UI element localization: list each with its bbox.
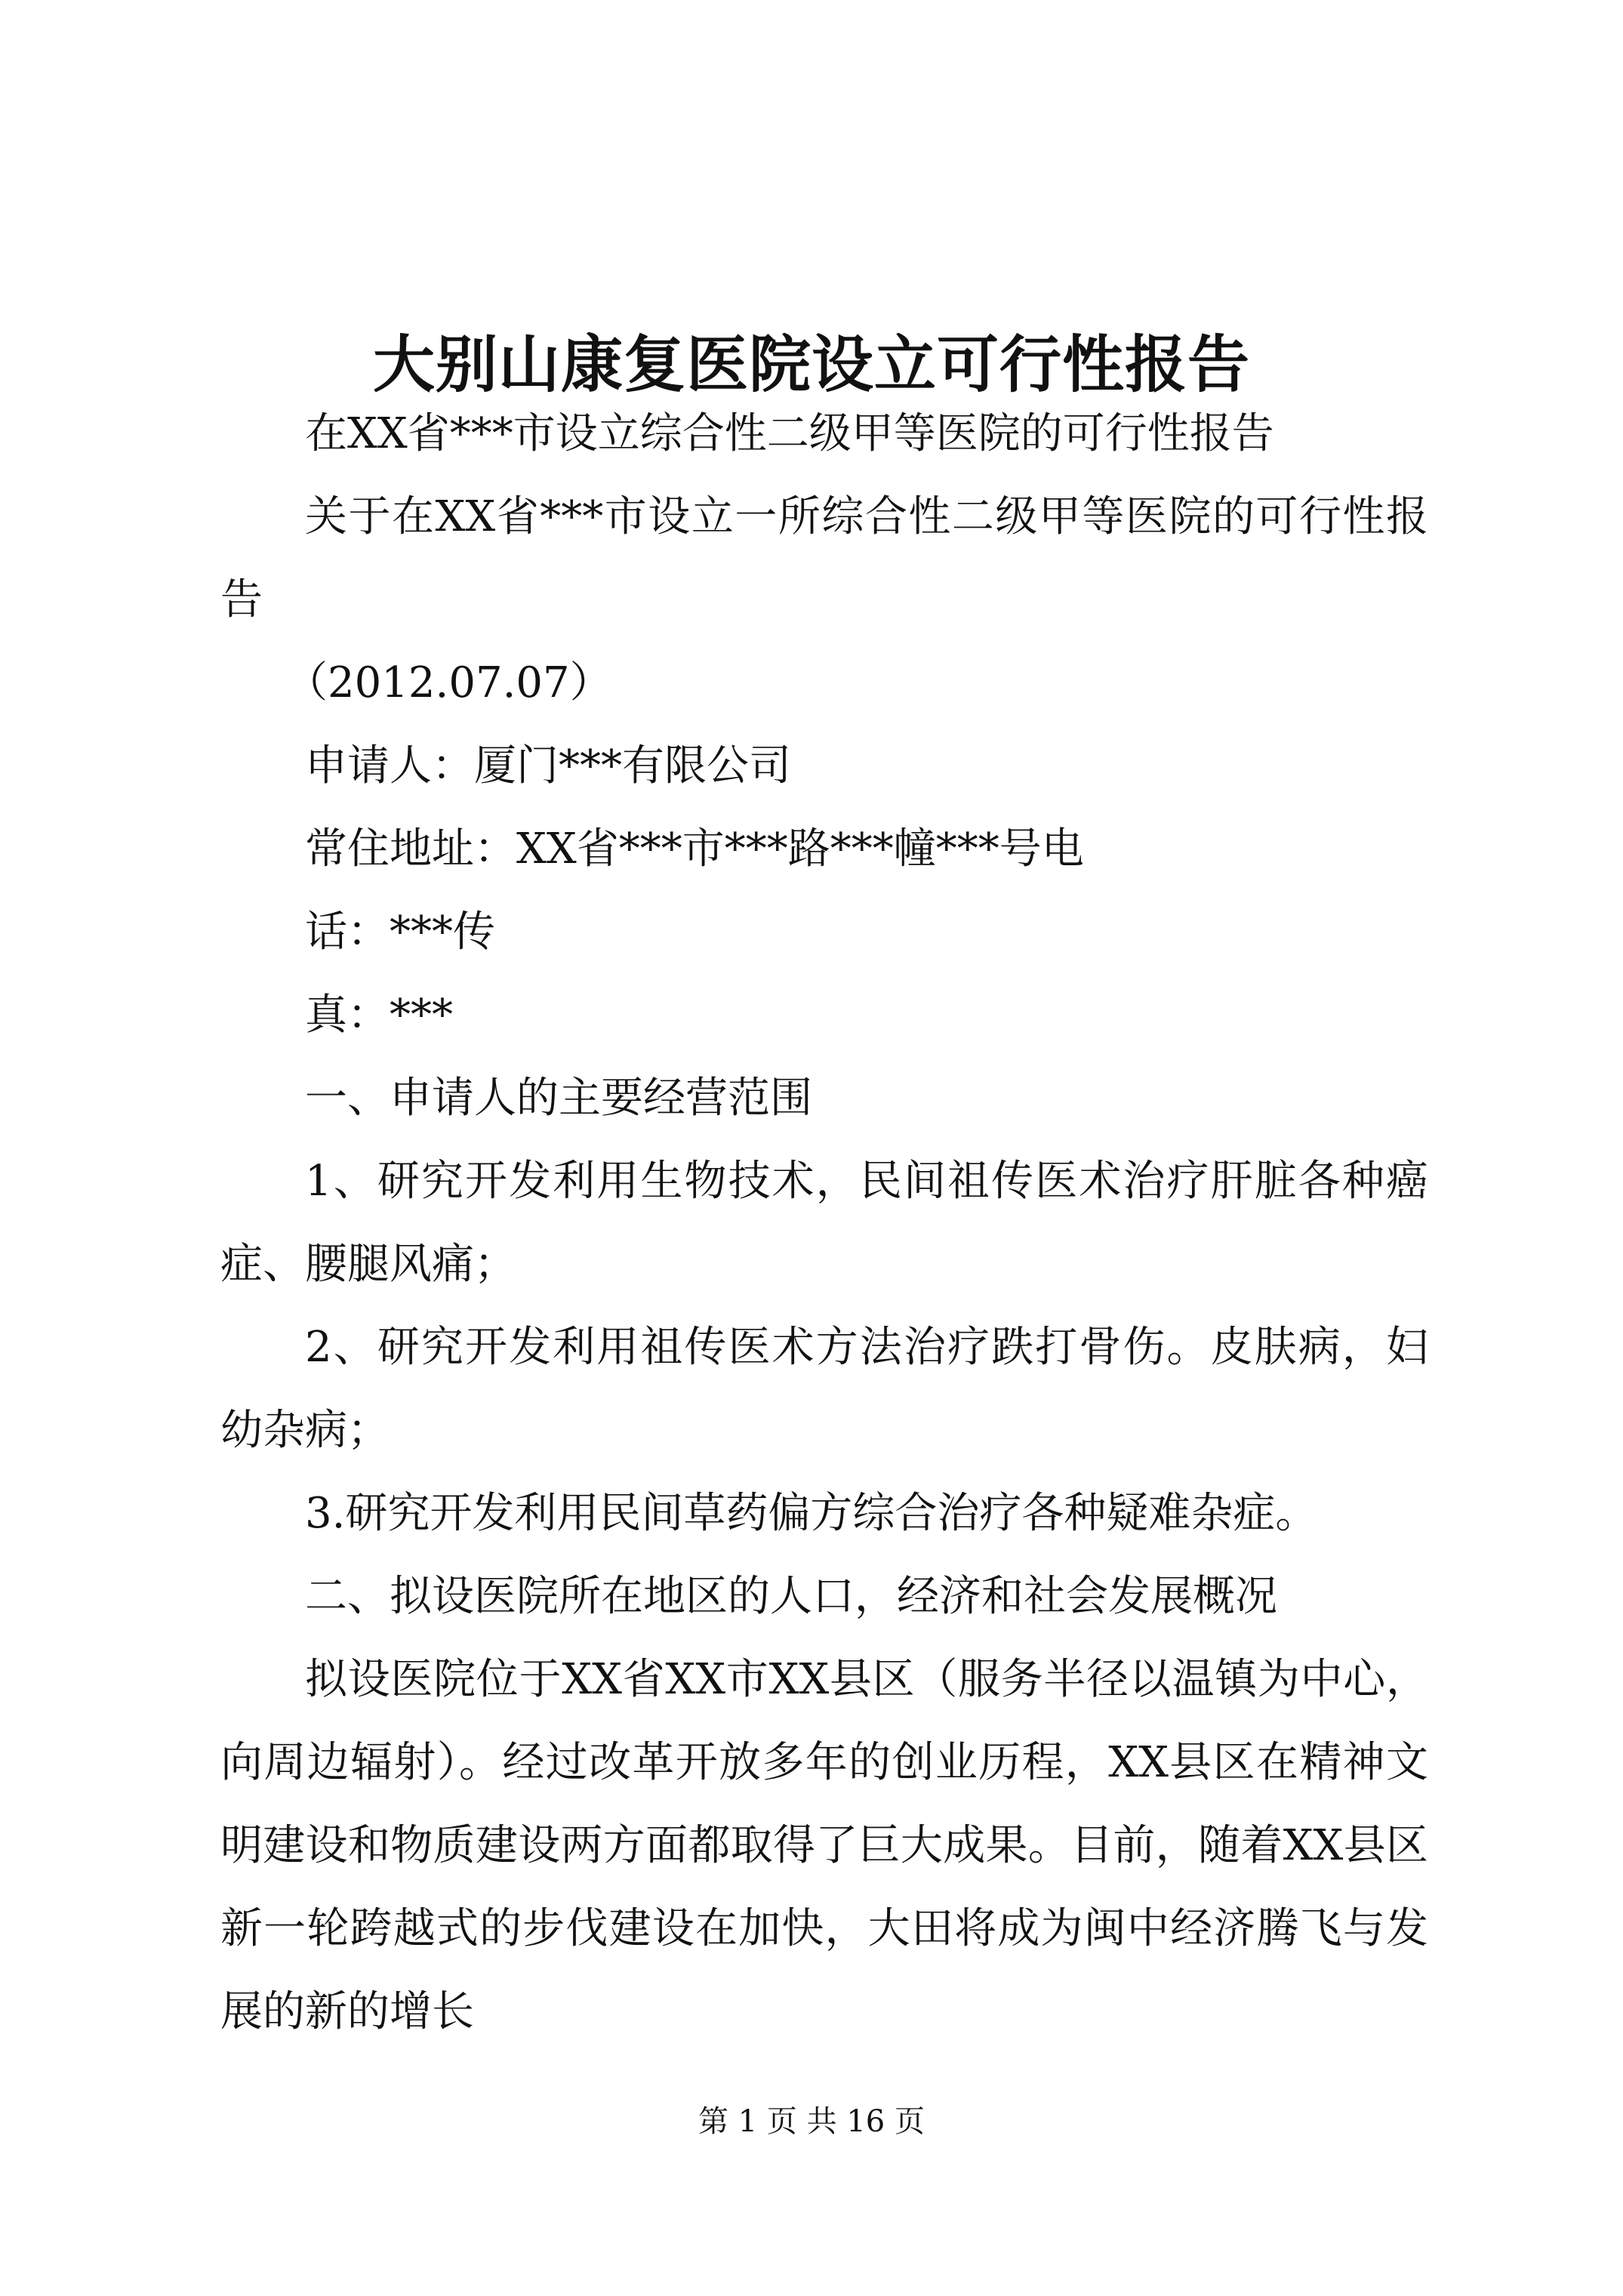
date-paragraph: （2012.07.07） bbox=[285, 658, 612, 707]
applicant-paragraph: 申请人：厦门***有限公司 bbox=[305, 741, 791, 791]
region-overview-paragraph: 拟设医院位于XX省XX市XX县区（服务半径以温镇为中心，向周边辐射）。经过改革开放多年的创业历程，XX县区在精神文明建设和物质建设两方面都取得了巨大成果。目前，随着XX县区新一轮跨越式的步伐建设在加快，大田将成为闽中经济腾飞与发展的新的增长 bbox=[220, 1655, 1428, 2036]
document-body bbox=[220, 393, 1428, 2054]
section-heading-1: 一、申请人的主要经营范围 bbox=[305, 1074, 812, 1123]
document-title: 大别山康复医院设立可行性报告 bbox=[372, 328, 1250, 401]
section-heading-2: 二、拟设医院所在地区的人口，经济和社会发展概况 bbox=[305, 1572, 1277, 1621]
page-footer: 第 1 页 共 16 页 bbox=[698, 2104, 925, 2139]
scope-item-1: 1、研究开发利用生物技术，民间祖传医术治疗肝脏各种癌症、腰腿风痛； bbox=[220, 1157, 1428, 1289]
scope-item-3: 3.研究开发利用民间草药偏方综合治疗各种疑难杂症。 bbox=[305, 1489, 1318, 1538]
phone-paragraph: 话：***传 bbox=[305, 908, 495, 957]
report-title-paragraph: 关于在XX省***市设立一所综合性二级甲等医院的可行性报告 bbox=[220, 492, 1428, 624]
address-paragraph: 常住地址：XX省***市***路***幢***号电 bbox=[305, 824, 1084, 874]
fax-paragraph: 真：*** bbox=[305, 991, 453, 1040]
subtitle-paragraph: 在XX省***市设立综合性二级甲等医院的可行性报告 bbox=[305, 409, 1274, 458]
scope-item-2: 2、研究开发利用祖传医术方法治疗跌打骨伤。皮肤病，妇幼杂病； bbox=[220, 1323, 1428, 1455]
